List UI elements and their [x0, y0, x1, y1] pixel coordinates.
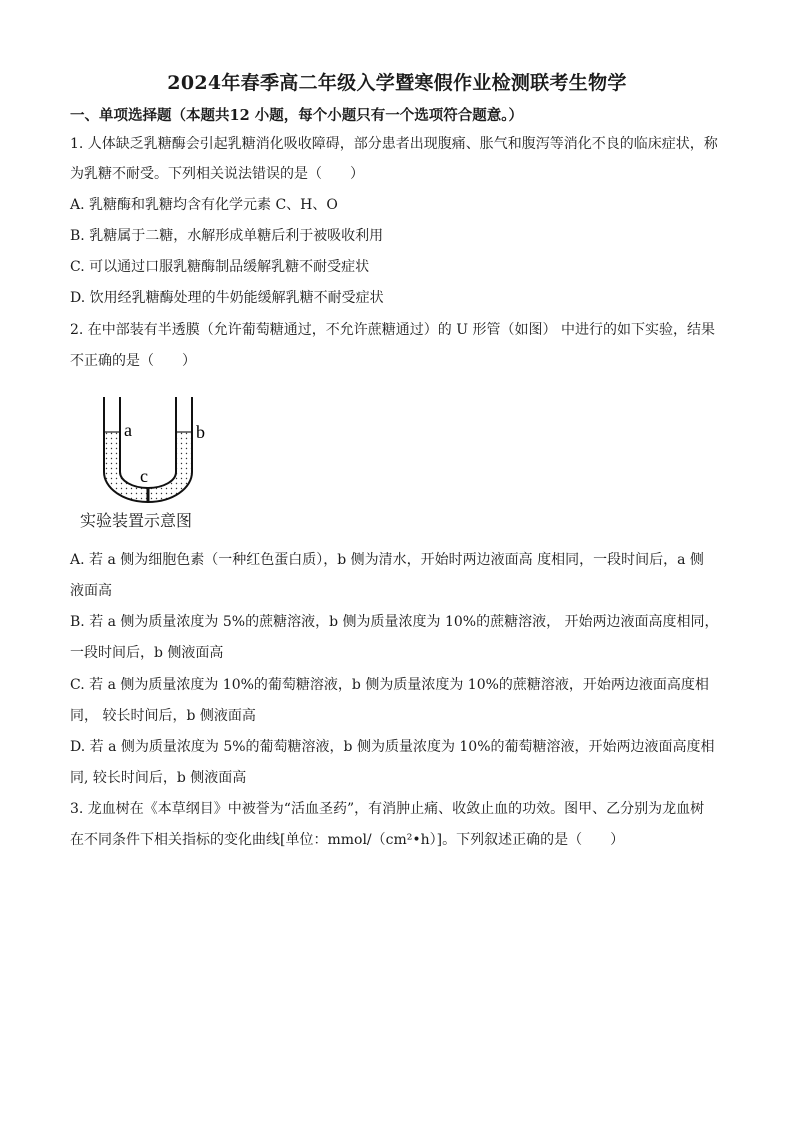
q1-option-c: C. 可以通过口服乳糖酶制品缓解乳糖不耐受症状	[70, 259, 370, 275]
tube-inner-wall	[120, 397, 176, 488]
label-a: a	[124, 420, 132, 440]
q2-option-d-line2: 同, 较长时间后，b 侧液面高	[70, 770, 247, 786]
u-tube-figure	[80, 392, 240, 512]
q1-option-b: B. 乳糖属于二糖，水解形成单糖后利于被吸收利用	[70, 228, 384, 244]
q2-stem-line2: 不正确的是（ ）	[70, 353, 196, 369]
q2-option-a-line1: A. 若 a 侧为细胞色素（一种红色蛋白质），b 侧为清水，开始时两边液面高 度相同，一段时间后，a 侧	[70, 552, 704, 568]
label-c: c	[140, 466, 148, 486]
q3-stem-line1: 3. 龙血树在《本草纲目》中被誉为“活血圣药”，有消肿止痛、收敛止血的功效。图甲、乙分别为龙血树	[70, 801, 705, 817]
exam-title: 2024年春季高二年级入学暨寒假作业检测联考生物学	[167, 72, 627, 94]
q3-stem-line2: 在不同条件下相关指标的变化曲线[单位：mmol/（cm²•h）]。下列叙述正确的是（ ）	[70, 832, 625, 848]
q1-stem-line2: 为乳糖不耐受。下列相关说法错误的是（ ）	[70, 166, 364, 182]
section-heading: 一、单项选择题（本题共12 小题，每个小题只有一个选项符合题意。）	[70, 107, 523, 124]
q1-stem-line1: 1. 人体缺乏乳糖酶会引起乳糖消化吸收障碍，部分患者出现腹痛、胀气和腹泻等消化不良的临床症状，称	[70, 136, 718, 152]
diagram-caption: 实验装置示意图	[80, 511, 193, 530]
q2-option-a-line2: 液面高	[70, 583, 112, 599]
q1-option-a: A. 乳糖酶和乳糖均含有化学元素 C、H、O	[70, 197, 338, 213]
label-b: b	[196, 422, 205, 442]
q2-option-c-line2: 同， 较长时间后，b 侧液面高	[70, 708, 256, 724]
q2-option-b-line2: 一段时间后，b 侧液面高	[70, 645, 224, 661]
q2-option-b-line1: B. 若 a 侧为质量浓度为 5%的蔗糖溶液，b 侧为质量浓度为 10%的蔗糖溶液， 开始两边液面高度相同，	[70, 614, 719, 630]
q2-option-d-line1: D. 若 a 侧为质量浓度为 5%的葡萄糖溶液，b 侧为质量浓度为 10%的葡萄糖溶液，开始两边液面高度相	[70, 739, 715, 755]
q2-option-c-line1: C. 若 a 侧为质量浓度为 10%的葡萄糖溶液，b 侧为质量浓度为 10%的蔗糖溶液，开始两边液面高度相	[70, 677, 709, 693]
q1-option-d: D. 饮用经乳糖酶处理的牛奶能缓解乳糖不耐受症状	[70, 290, 384, 306]
q2-stem-line1: 2. 在中部装有半透膜（允许葡萄糖通过，不允许蔗糖通过）的 U 形管（如图） 中进行的如下实验，结果	[70, 322, 715, 338]
